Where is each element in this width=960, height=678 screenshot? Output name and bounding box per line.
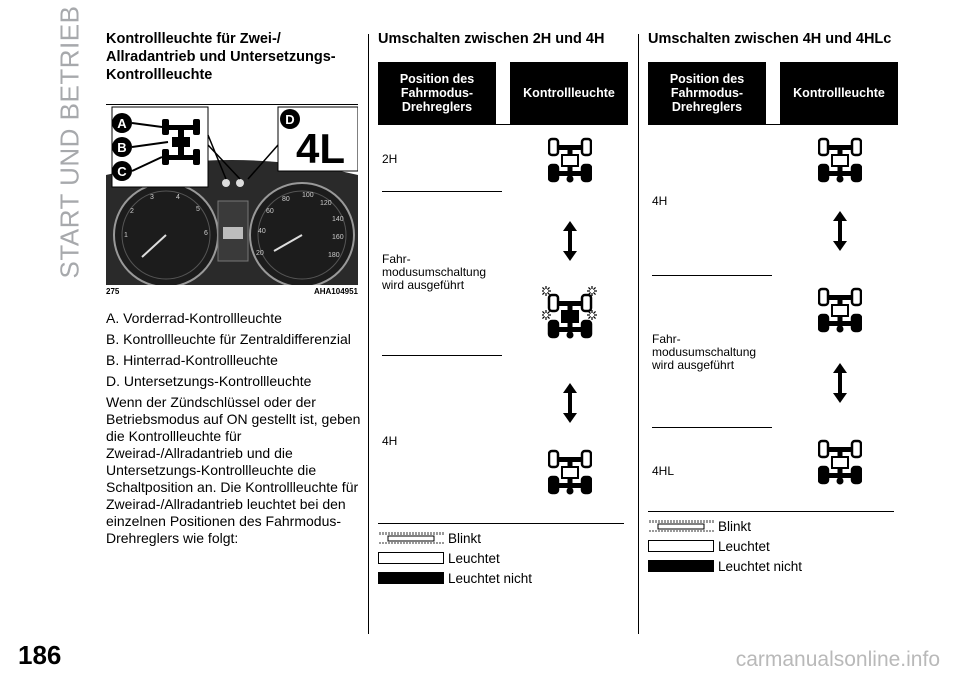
legend-blink: Blinkt (448, 530, 482, 546)
up-down-arrow-icon (831, 211, 849, 251)
column-header-position: Position des Fahrmodus-Drehreglers (648, 62, 766, 124)
svg-text:140: 140 (332, 216, 344, 223)
table-heading: Umschalten zwischen 4H und 4HLc (648, 31, 892, 47)
svg-text:6: 6 (204, 230, 208, 237)
row-label-4h: 4H (652, 194, 668, 208)
list-item: A. Vorderrad-Kontrollleuchte (106, 310, 282, 326)
body-paragraph: Wenn der Zündschlüssel oder der Betriebsmodus auf ON gestellt ist, geben die Kontrollleuchte für Zweirad-/Allradantrieb und die Untersetzungs-Kontrollleuchte die Schaltposition an. Die Kontrollleuchte für Zweirad-/Allradantrieb leuchtet bei den einzelnen Positionen des Fahrmodus-Drehreglers wie folgt: (106, 394, 361, 546)
callout-b: B (117, 140, 127, 155)
legend-off: Leuchtet nicht (448, 570, 533, 586)
column-divider (368, 34, 369, 634)
column-header-indicator: Kontrollleuchte (780, 62, 898, 124)
legend (648, 516, 802, 576)
side-section-title (50, 5, 90, 279)
figure-caption (106, 284, 358, 296)
svg-text:120: 120 (320, 200, 332, 207)
indicator-4h-icon (548, 447, 592, 497)
table-4h-4hlc (648, 30, 898, 574)
on-swatch-icon (648, 540, 714, 552)
table-body (378, 124, 628, 544)
svg-text:100: 100 (302, 192, 314, 199)
svg-text:20: 20 (256, 250, 264, 257)
up-down-arrow-icon (561, 383, 579, 423)
display-4l: 4L (296, 125, 346, 172)
row-separator (382, 191, 502, 192)
indicator-2h-icon (548, 135, 592, 185)
legend-blink: Blinkt (718, 518, 752, 534)
up-down-arrow-icon (831, 363, 849, 403)
page-number: 186 (18, 640, 62, 670)
item-list (106, 310, 364, 547)
blink-swatch-icon (378, 532, 444, 544)
legend-off: Leuchtet nicht (718, 558, 803, 574)
figure-number: 275 (106, 287, 120, 296)
table-body (648, 124, 898, 524)
callout-d: D (285, 112, 295, 127)
row-label-4h: 4H (382, 434, 398, 448)
svg-text:160: 160 (332, 234, 344, 241)
svg-text:60: 60 (266, 208, 274, 215)
column-divider (638, 34, 639, 634)
off-swatch-icon (378, 572, 444, 584)
table-bottom-rule (378, 523, 624, 524)
instrument-cluster-figure (106, 104, 358, 284)
row-label-switching: Fahr-modusumschaltung wird ausgeführt (652, 332, 757, 372)
svg-text:1: 1 (124, 232, 128, 239)
row-separator (652, 275, 772, 276)
indicator-4hl-icon (818, 437, 862, 487)
list-item: B. Hinterrad-Kontrollleuchte (106, 352, 278, 368)
side-section-title-text: START UND BETRIEB (54, 5, 85, 279)
indicator-blinking-icon (542, 285, 598, 345)
callout-c: C (117, 164, 127, 179)
column-header-indicator: Kontrollleuchte (510, 62, 628, 124)
svg-text:4: 4 (176, 194, 180, 201)
callout-a: A (117, 116, 127, 131)
svg-text:2: 2 (130, 208, 134, 215)
row-label-4hl: 4HL (652, 464, 675, 478)
table-heading: Umschalten zwischen 2H und 4H (378, 31, 605, 47)
column-header-position: Position des Fahrmodus-Drehreglers (378, 62, 496, 124)
indicator-4hlc-icon (818, 285, 862, 335)
legend (378, 528, 532, 588)
blink-swatch-icon (648, 520, 714, 532)
table-bottom-rule (648, 511, 894, 512)
on-swatch-icon (378, 552, 444, 564)
legend-on: Leuchtet (718, 538, 770, 554)
indicator-4h-icon (818, 135, 862, 185)
svg-text:5: 5 (196, 206, 200, 213)
row-label-switching: Fahr-modusumschaltung wird ausgeführt (382, 252, 487, 292)
legend-on: Leuchtet (448, 550, 500, 566)
svg-text:80: 80 (282, 196, 290, 203)
svg-text:180: 180 (328, 252, 340, 259)
row-label-2h: 2H (382, 152, 398, 166)
off-swatch-icon (648, 560, 714, 572)
row-separator (652, 427, 772, 428)
section-heading: Kontrollleuchte für Zwei-/ Allradantrieb und Untersetzungs-Kontrollleuchte (106, 31, 336, 83)
table-header (378, 62, 628, 124)
section-drive-indicator (106, 30, 364, 551)
list-item: B. Kontrollleuchte für Zentraldifferenzial (106, 331, 351, 347)
table-header (648, 62, 898, 124)
row-separator (382, 355, 502, 356)
svg-text:3: 3 (150, 194, 154, 201)
up-down-arrow-icon (561, 221, 579, 261)
figure-code: AHA104951 (313, 287, 358, 296)
svg-text:40: 40 (258, 228, 266, 235)
list-item: D. Untersetzungs-Kontrollleuchte (106, 373, 312, 389)
watermark: carmanualsonline.info (735, 648, 940, 671)
table-2h-4h (378, 30, 628, 586)
